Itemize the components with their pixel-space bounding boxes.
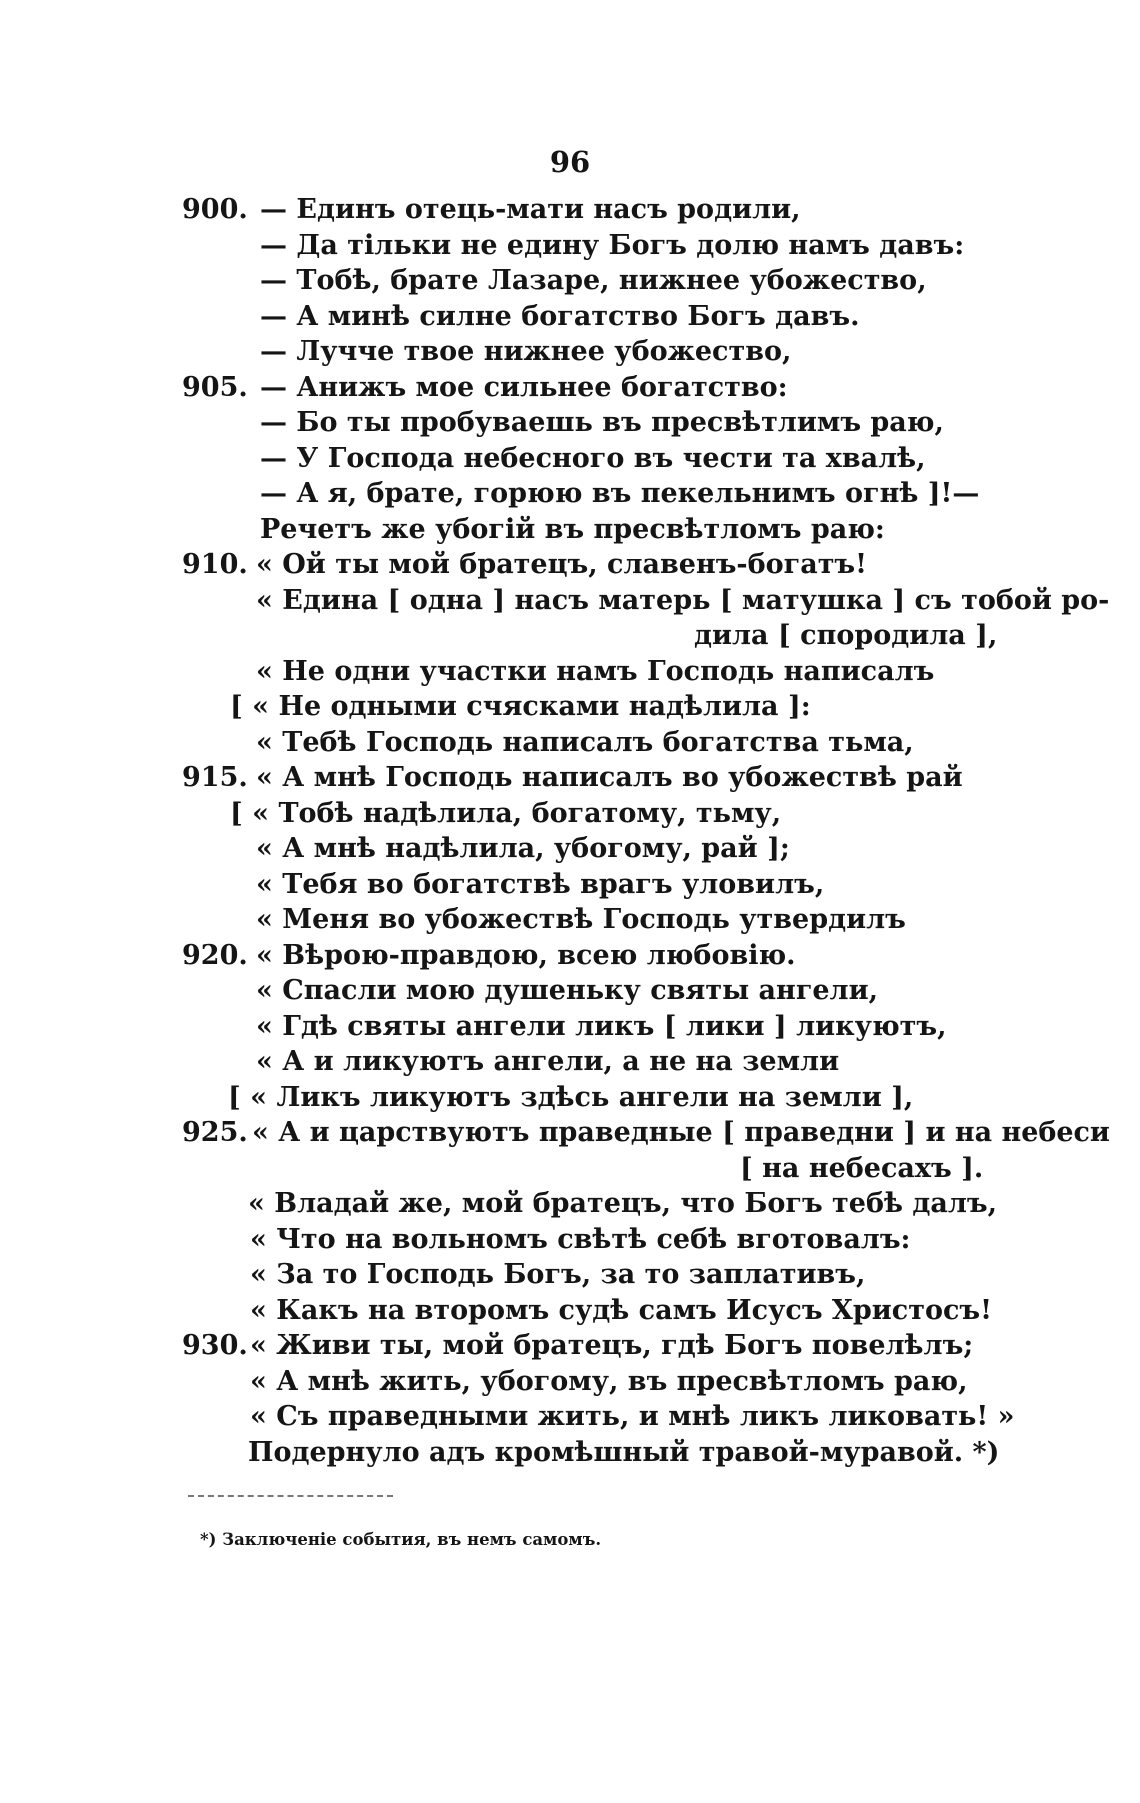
line-text: « Вѣрою-правдою, всею любовію. xyxy=(256,939,796,971)
poem-line xyxy=(0,1151,1140,1187)
poem-line xyxy=(0,1328,1140,1364)
line-text: « Не одни участки намъ Господь написалъ xyxy=(256,655,935,687)
line-text: « Спасли мою душеньку святы ангели, xyxy=(256,975,879,1006)
poem-verse xyxy=(0,192,1140,1470)
poem-line xyxy=(0,512,1140,548)
poem-line xyxy=(0,405,1140,441)
footnote-rule xyxy=(188,1495,393,1497)
poem-line xyxy=(0,583,1140,619)
poem-line xyxy=(0,973,1140,1009)
line-text: « Какъ на второмъ судѣ самъ Исусъ Христосъ! xyxy=(250,1294,992,1326)
line-text: — Анижъ мое сильнее богатство: xyxy=(260,371,788,403)
line-text: « А и ликуютъ ангели, а не на земли xyxy=(256,1046,840,1077)
poem-line xyxy=(0,1080,1140,1116)
page-number: 96 xyxy=(549,145,591,179)
line-text: — Бо ты пробуваешь въ пресвѣтлимъ раю, xyxy=(260,407,944,438)
poem-line xyxy=(0,370,1140,406)
poem-line xyxy=(0,725,1140,761)
line-text: Речетъ же убогій въ пресвѣтломъ раю: xyxy=(260,513,885,545)
line-text: « А мнѣ Господь написалъ во убожествѣ рай xyxy=(256,762,963,793)
line-number: 900. xyxy=(182,194,248,225)
poem-line xyxy=(0,192,1140,228)
line-text: — Единъ отець-мати насъ родили, xyxy=(260,194,801,225)
line-text: [ « Тобѣ надѣлила, богатому, тьму, xyxy=(230,797,782,829)
poem-line xyxy=(0,618,1140,654)
poem-line xyxy=(0,831,1140,867)
line-text: « Владай же, мой братецъ, что Богъ тебѣ далъ, xyxy=(248,1188,997,1219)
poem-line xyxy=(0,938,1140,974)
line-text: « А мнѣ жить, убогому, въ пресвѣтломъ раю, xyxy=(250,1365,968,1397)
poem-line xyxy=(0,1222,1140,1258)
line-text: « Живи ты, мой братецъ, гдѣ Богъ повелѣлъ; xyxy=(250,1330,974,1361)
line-text: « За то Господь Богъ, за то заплативъ, xyxy=(250,1259,866,1290)
line-text: — Лучче твое нижнее убожество, xyxy=(260,336,792,367)
poem-line xyxy=(0,1009,1140,1045)
poem-line xyxy=(0,228,1140,264)
line-number: 920. xyxy=(182,939,248,971)
line-text: « Ой ты мой братецъ, славенъ-богатъ! xyxy=(256,549,867,580)
poem-line xyxy=(0,1257,1140,1293)
line-number: 905. xyxy=(182,371,248,403)
poem-line xyxy=(0,760,1140,796)
line-text: — А я, брате, горюю въ пекельнимъ огнѣ ]!— xyxy=(260,478,980,509)
line-text: [ « Не одными счясками надѣлила ]: xyxy=(230,691,811,722)
line-number: 930. xyxy=(182,1330,248,1361)
line-text: « Тебя во богатствѣ врагъ уловилъ, xyxy=(256,868,825,900)
poem-line xyxy=(0,1293,1140,1329)
poem-line xyxy=(0,441,1140,477)
line-text: дила [ спородила ], xyxy=(694,620,998,651)
poem-line xyxy=(0,1186,1140,1222)
line-number: 915. xyxy=(182,762,248,793)
poem-line xyxy=(0,867,1140,903)
poem-line xyxy=(0,476,1140,512)
poem-line xyxy=(0,334,1140,370)
line-text: Подернуло адъ кромѣшный травой-муравой. *) xyxy=(248,1436,1000,1468)
poem-line xyxy=(0,689,1140,725)
line-number: 925. xyxy=(182,1117,248,1148)
line-text: « Едина [ одна ] насъ матерь [ матушка ] съ тобой ро- xyxy=(256,584,1110,616)
poem-line xyxy=(0,1399,1140,1435)
line-text: — А минѣ силне богатство Богъ давъ. xyxy=(260,300,860,332)
line-text: « Меня во убожествѣ Господь утвердилъ xyxy=(256,904,906,935)
poem-line xyxy=(0,1115,1140,1151)
poem-line xyxy=(0,902,1140,938)
poem-line xyxy=(0,1435,1140,1471)
line-text: — Да тільки не едину Богъ долю намъ давъ: xyxy=(260,229,965,261)
poem-line xyxy=(0,547,1140,583)
line-text: « Съ праведными жить, и мнѣ ликъ ликовать! » xyxy=(250,1401,1015,1432)
footnote: *) Заключеніе события, въ немъ самомъ. xyxy=(200,1530,602,1549)
poem-line xyxy=(0,299,1140,335)
line-text: [ « Ликъ ликуютъ здѣсь ангели на земли ], xyxy=(228,1081,914,1113)
line-number: 910. xyxy=(182,549,248,580)
poem-line xyxy=(0,1364,1140,1400)
poem-line xyxy=(0,796,1140,832)
line-text: « Тебѣ Господь написалъ богатства тьма, xyxy=(256,726,914,758)
line-text: — У Господа небесного въ чести та хвалѣ, xyxy=(260,442,926,474)
poem-line xyxy=(0,263,1140,299)
line-text: [ на небесахъ ]. xyxy=(740,1152,984,1184)
line-text: — Тобѣ, брате Лазаре, нижнее убожество, xyxy=(260,265,927,296)
line-text: « Что на вольномъ свѣтѣ себѣ вготовалъ: xyxy=(250,1223,911,1255)
line-text: « А мнѣ надѣлила, убогому, рай ]; xyxy=(256,833,790,864)
line-text: « А и царствуютъ праведные [ праведни ] и на небеси xyxy=(252,1117,1110,1148)
poem-line xyxy=(0,654,1140,690)
poem-line xyxy=(0,1044,1140,1080)
line-text: « Гдѣ святы ангели ликъ [ лики ] ликуютъ, xyxy=(256,1010,947,1042)
